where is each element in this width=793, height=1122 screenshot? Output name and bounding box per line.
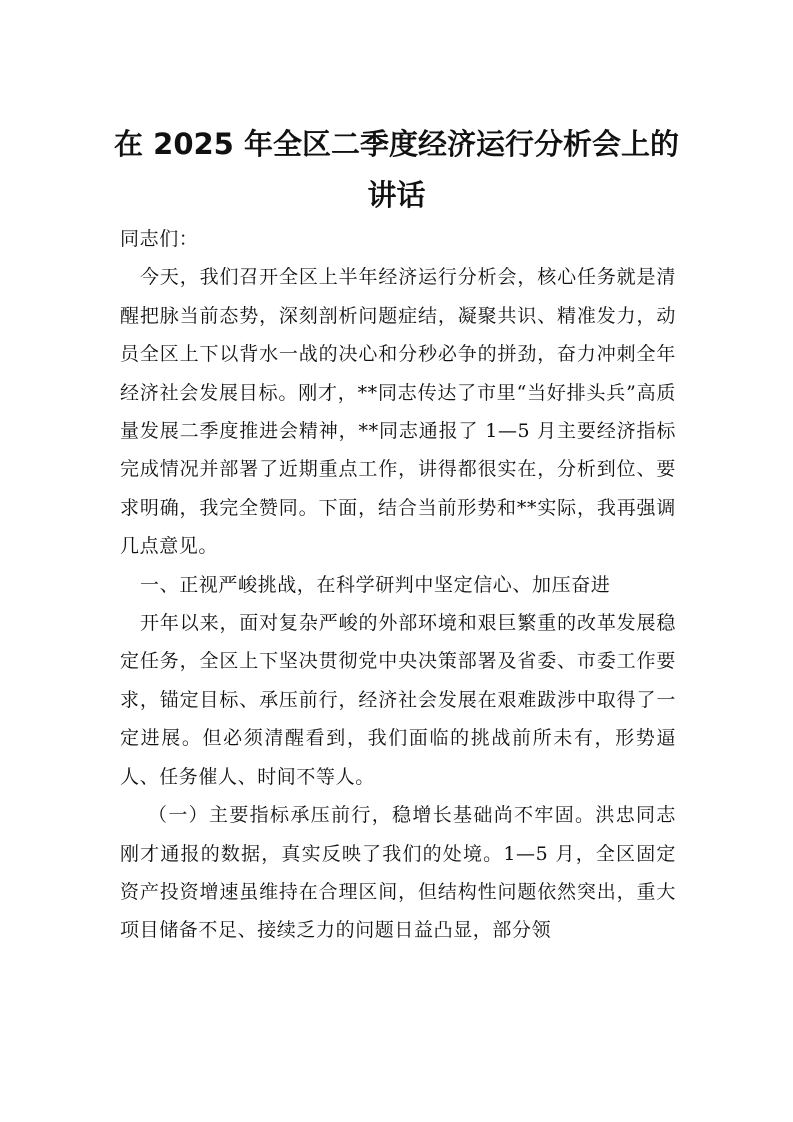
document-body xyxy=(120,220,676,950)
salutation: 同志们： xyxy=(120,228,199,250)
paragraph-section-1: 开年以来，面对复杂严峻的外部环境和艰巨繁重的改革发展稳定任务，全区上下坚决贯彻党中央决策部署及省委、市委工作要求，锚定目标、承压前行，经济社会发展在艰难跋涉中取得了一定进展。但必须清醒看到，我们面临的挑战前所未有，形势逼人、任务催人、时间不等人。 xyxy=(120,612,676,788)
paragraph-intro: 今天，我们召开全区上半年经济运行分析会，核心任务就是清醒把脉当前态势，深刻剖析问题症结，凝聚共识、精准发力，动员全区上下以背水一战的决心和分秒必争的拼劲，奋力冲刺全年经济社会发展目标。刚才，**同志传达了市里“当好排头兵”高质量发展二季度推进会精神，**同志通报了 1—5 月主要经济指标完成情况并部署了近期重点工作，讲得都很实在，分析到位、要求明确，我完全赞同。下面，结合当前形势和**实际，我再强调几点意见。 xyxy=(120,266,676,558)
document-title: 在 2025 年全区二季度经济运行分析会上的讲话 xyxy=(114,127,679,212)
paragraph-subsection-1: （一）主要指标承压前行，稳增长基础尚不牢固。洪忠同志刚才通报的数据，真实反映了我们的处境。1—5 月，全区固定资产投资增速虽维持在合理区间，但结构性问题依然突出，重大项目储备不足、接续乏力的问题日益凸显，部分领 xyxy=(120,804,676,942)
section-heading-1: 一、正视严峻挑战，在科学研判中坚定信心、加压奋进 xyxy=(140,573,611,596)
